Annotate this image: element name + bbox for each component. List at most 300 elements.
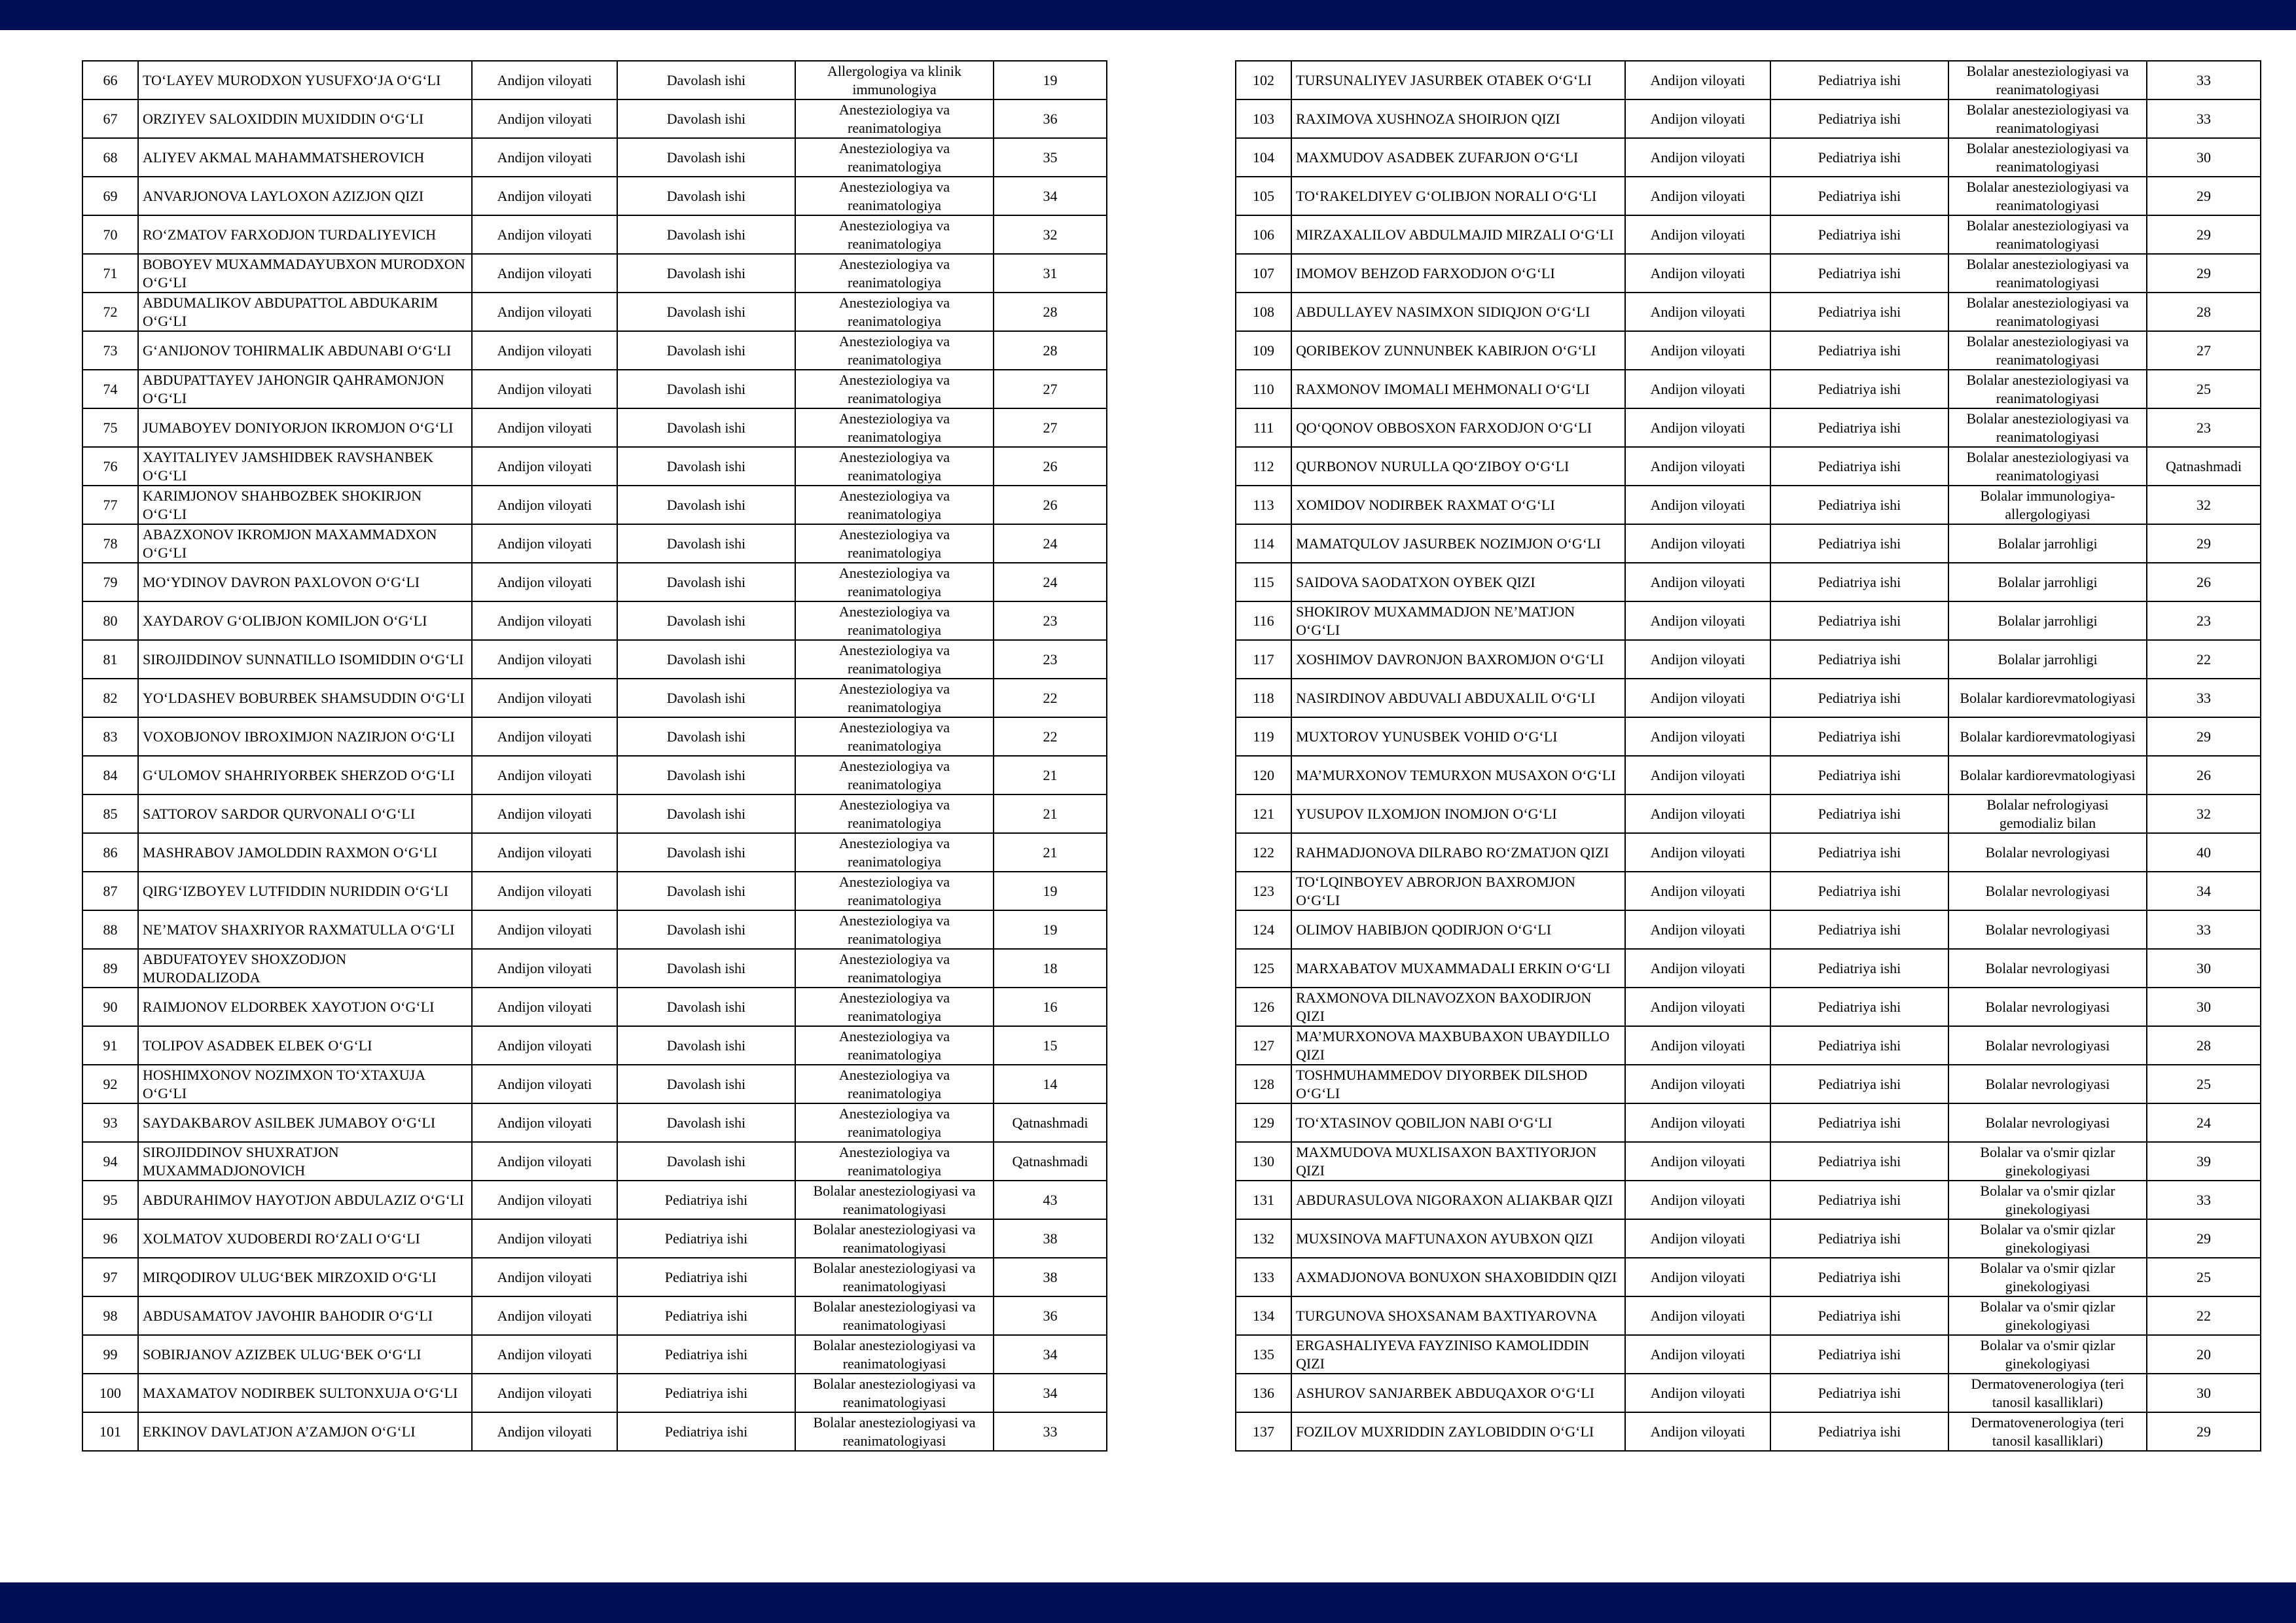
region-cell: Andijon viloyati xyxy=(1625,833,1770,872)
direction-cell: Davolash ishi xyxy=(617,486,795,524)
direction-cell: Pediatriya ishi xyxy=(1770,1335,1948,1374)
table-row xyxy=(1236,1181,2261,1219)
score-cell: 36 xyxy=(994,99,1107,138)
results-table-left-body xyxy=(82,61,1107,1451)
score-cell: 23 xyxy=(2147,408,2261,447)
score-cell: 29 xyxy=(2147,524,2261,563)
row-number-cell: 87 xyxy=(82,872,138,910)
row-number-cell: 94 xyxy=(82,1142,138,1181)
row-number-cell: 98 xyxy=(82,1296,138,1335)
score-cell: 25 xyxy=(2147,1258,2261,1296)
table-row xyxy=(1236,524,2261,563)
specialty-cell: Anesteziologiya va reanimatologiya xyxy=(795,138,994,177)
table-row xyxy=(82,293,1107,331)
row-number-cell: 96 xyxy=(82,1219,138,1258)
direction-cell: Davolash ishi xyxy=(617,717,795,756)
region-cell: Andijon viloyati xyxy=(472,988,617,1026)
direction-cell: Pediatriya ishi xyxy=(1770,756,1948,794)
region-cell: Andijon viloyati xyxy=(472,1258,617,1296)
region-cell: Andijon viloyati xyxy=(1625,1142,1770,1181)
region-cell: Andijon viloyati xyxy=(1625,99,1770,138)
direction-cell: Davolash ishi xyxy=(617,254,795,293)
table-row xyxy=(82,524,1107,563)
table-row xyxy=(1236,138,2261,177)
table-row xyxy=(1236,254,2261,293)
row-number-cell: 75 xyxy=(82,408,138,447)
region-cell: Andijon viloyati xyxy=(1625,1412,1770,1451)
specialty-cell: Bolalar jarrohligi xyxy=(1948,563,2147,601)
direction-cell: Davolash ishi xyxy=(617,988,795,1026)
table-row xyxy=(1236,1258,2261,1296)
specialty-cell: Anesteziologiya va reanimatologiya xyxy=(795,293,994,331)
table-row xyxy=(1236,177,2261,215)
specialty-cell: Bolalar kardiorevmatologiyasi xyxy=(1948,717,2147,756)
specialty-cell: Bolalar nevrologiyasi xyxy=(1948,949,2147,988)
region-cell: Andijon viloyati xyxy=(472,717,617,756)
candidate-name-cell: KARIMJONOV SHAHBOZBEK SHOKIRJON O‘G‘LI xyxy=(138,486,472,524)
score-cell: 27 xyxy=(2147,331,2261,370)
specialty-cell: Anesteziologiya va reanimatologiya xyxy=(795,370,994,408)
table-row xyxy=(82,1412,1107,1451)
score-cell: 34 xyxy=(2147,872,2261,910)
direction-cell: Pediatriya ishi xyxy=(1770,794,1948,833)
table-row xyxy=(82,370,1107,408)
specialty-cell: Bolalar va o'smir qizlar ginekologiyasi xyxy=(1948,1335,2147,1374)
candidate-name-cell: MIRZAXALILOV ABDULMAJID MIRZALI O‘G‘LI xyxy=(1291,215,1625,254)
score-cell: 39 xyxy=(2147,1142,2261,1181)
score-cell: 21 xyxy=(994,756,1107,794)
table-row xyxy=(1236,1412,2261,1451)
candidate-name-cell: QORIBEKOV ZUNNUNBEK KABIRJON O‘G‘LI xyxy=(1291,331,1625,370)
direction-cell: Pediatriya ishi xyxy=(1770,61,1948,99)
table-row xyxy=(1236,99,2261,138)
candidate-name-cell: MAMATQULOV JASURBEK NOZIMJON O‘G‘LI xyxy=(1291,524,1625,563)
specialty-cell: Bolalar nevrologiyasi xyxy=(1948,988,2147,1026)
table-row xyxy=(1236,1296,2261,1335)
candidate-name-cell: ASHUROV SANJARBEK ABDUQAXOR O‘G‘LI xyxy=(1291,1374,1625,1412)
row-number-cell: 84 xyxy=(82,756,138,794)
row-number-cell: 110 xyxy=(1236,370,1291,408)
candidate-name-cell: TO‘RAKELDIYEV G‘OLIBJON NORALI O‘G‘LI xyxy=(1291,177,1625,215)
candidate-name-cell: RAHMADJONOVA DILRABO RO‘ZMATJON QIZI xyxy=(1291,833,1625,872)
direction-cell: Pediatriya ishi xyxy=(617,1335,795,1374)
direction-cell: Davolash ishi xyxy=(617,872,795,910)
row-number-cell: 112 xyxy=(1236,447,1291,486)
row-number-cell: 103 xyxy=(1236,99,1291,138)
region-cell: Andijon viloyati xyxy=(472,254,617,293)
specialty-cell: Dermatovenerologiya (teri tanosil kasalliklari) xyxy=(1948,1412,2147,1451)
direction-cell: Pediatriya ishi xyxy=(1770,486,1948,524)
score-cell: 34 xyxy=(994,1374,1107,1412)
specialty-cell: Bolalar anesteziologiyasi va reanimatologiyasi xyxy=(795,1374,994,1412)
score-cell: 27 xyxy=(994,370,1107,408)
results-table-right xyxy=(1235,60,2261,1452)
direction-cell: Davolash ishi xyxy=(617,138,795,177)
direction-cell: Pediatriya ishi xyxy=(1770,1374,1948,1412)
candidate-name-cell: TO‘LQINBOYEV ABRORJON BAXROMJON O‘G‘LI xyxy=(1291,872,1625,910)
region-cell: Andijon viloyati xyxy=(472,833,617,872)
region-cell: Andijon viloyati xyxy=(1625,215,1770,254)
candidate-name-cell: ABDUSAMATOV JAVOHIR BAHODIR O‘G‘LI xyxy=(138,1296,472,1335)
region-cell: Andijon viloyati xyxy=(1625,331,1770,370)
direction-cell: Davolash ishi xyxy=(617,331,795,370)
region-cell: Andijon viloyati xyxy=(1625,254,1770,293)
score-cell: 19 xyxy=(994,910,1107,949)
table-row xyxy=(82,640,1107,679)
specialty-cell: Bolalar va o'smir qizlar ginekologiyasi xyxy=(1948,1181,2147,1219)
row-number-cell: 72 xyxy=(82,293,138,331)
row-number-cell: 126 xyxy=(1236,988,1291,1026)
region-cell: Andijon viloyati xyxy=(1625,1219,1770,1258)
table-row xyxy=(82,99,1107,138)
specialty-cell: Bolalar anesteziologiyasi va reanimatologiyasi xyxy=(795,1335,994,1374)
score-cell: 22 xyxy=(2147,640,2261,679)
candidate-name-cell: SATTOROV SARDOR QURVONALI O‘G‘LI xyxy=(138,794,472,833)
score-cell: 29 xyxy=(2147,254,2261,293)
specialty-cell: Anesteziologiya va reanimatologiya xyxy=(795,563,994,601)
candidate-name-cell: RAXMONOVA DILNAVOZXON BAXODIRJON QIZI xyxy=(1291,988,1625,1026)
direction-cell: Davolash ishi xyxy=(617,447,795,486)
direction-cell: Pediatriya ishi xyxy=(1770,1412,1948,1451)
region-cell: Andijon viloyati xyxy=(472,601,617,640)
region-cell: Andijon viloyati xyxy=(472,563,617,601)
score-cell: 31 xyxy=(994,254,1107,293)
row-number-cell: 93 xyxy=(82,1103,138,1142)
specialty-cell: Bolalar anesteziologiyasi va reanimatologiyasi xyxy=(1948,61,2147,99)
specialty-cell: Anesteziologiya va reanimatologiya xyxy=(795,679,994,717)
candidate-name-cell: SIROJIDDINOV SUNNATILLO ISOMIDDIN O‘G‘LI xyxy=(138,640,472,679)
candidate-name-cell: ABDURASULOVA NIGORAXON ALIAKBAR QIZI xyxy=(1291,1181,1625,1219)
direction-cell: Pediatriya ishi xyxy=(1770,370,1948,408)
region-cell: Andijon viloyati xyxy=(472,1296,617,1335)
direction-cell: Davolash ishi xyxy=(617,833,795,872)
score-cell: 23 xyxy=(994,601,1107,640)
table-row xyxy=(1236,447,2261,486)
score-cell: 40 xyxy=(2147,833,2261,872)
specialty-cell: Bolalar anesteziologiyasi va reanimatologiyasi xyxy=(1948,293,2147,331)
direction-cell: Pediatriya ishi xyxy=(1770,640,1948,679)
specialty-cell: Anesteziologiya va reanimatologiya xyxy=(795,486,994,524)
row-number-cell: 123 xyxy=(1236,872,1291,910)
specialty-cell: Anesteziologiya va reanimatologiya xyxy=(795,331,994,370)
table-row xyxy=(1236,1374,2261,1412)
bottom-banner xyxy=(0,1582,2296,1623)
candidate-name-cell: SHOKIROV MUXAMMADJON NE’MATJON O‘G‘LI xyxy=(1291,601,1625,640)
candidate-name-cell: TOLIPOV ASADBEK ELBEK O‘G‘LI xyxy=(138,1026,472,1065)
score-cell: 33 xyxy=(2147,679,2261,717)
specialty-cell: Bolalar anesteziologiyasi va reanimatologiyasi xyxy=(1948,370,2147,408)
specialty-cell: Bolalar anesteziologiyasi va reanimatologiyasi xyxy=(795,1181,994,1219)
specialty-cell: Allergologiya va klinik immunologiya xyxy=(795,61,994,99)
score-cell: 28 xyxy=(2147,293,2261,331)
direction-cell: Pediatriya ishi xyxy=(1770,215,1948,254)
direction-cell: Pediatriya ishi xyxy=(1770,447,1948,486)
table-row xyxy=(1236,563,2261,601)
region-cell: Andijon viloyati xyxy=(1625,988,1770,1026)
region-cell: Andijon viloyati xyxy=(1625,293,1770,331)
table-row xyxy=(82,1374,1107,1412)
table-row xyxy=(1236,1219,2261,1258)
candidate-name-cell: XAYITALIYEV JAMSHIDBEK RAVSHANBEK O‘G‘LI xyxy=(138,447,472,486)
specialty-cell: Bolalar immunologiya-allergologiyasi xyxy=(1948,486,2147,524)
region-cell: Andijon viloyati xyxy=(1625,756,1770,794)
direction-cell: Pediatriya ishi xyxy=(1770,872,1948,910)
row-number-cell: 105 xyxy=(1236,177,1291,215)
score-cell: 21 xyxy=(994,833,1107,872)
direction-cell: Davolash ishi xyxy=(617,215,795,254)
score-cell: 33 xyxy=(2147,61,2261,99)
candidate-name-cell: MASHRABOV JAMOLDDIN RAXMON O‘G‘LI xyxy=(138,833,472,872)
region-cell: Andijon viloyati xyxy=(1625,138,1770,177)
specialty-cell: Bolalar nevrologiyasi xyxy=(1948,910,2147,949)
candidate-name-cell: XOSHIMOV DAVRONJON BAXROMJON O‘G‘LI xyxy=(1291,640,1625,679)
candidate-name-cell: SOBIRJANOV AZIZBEK ULUG‘BEK O‘G‘LI xyxy=(138,1335,472,1374)
table-row xyxy=(82,1065,1107,1103)
direction-cell: Pediatriya ishi xyxy=(1770,1103,1948,1142)
table-row xyxy=(1236,679,2261,717)
candidate-name-cell: ORZIYEV SALOXIDDIN MUXIDDIN O‘G‘LI xyxy=(138,99,472,138)
row-number-cell: 97 xyxy=(82,1258,138,1296)
direction-cell: Pediatriya ishi xyxy=(617,1181,795,1219)
candidate-name-cell: YO‘LDASHEV BOBURBEK SHAMSUDDIN O‘G‘LI xyxy=(138,679,472,717)
score-cell: 34 xyxy=(994,1335,1107,1374)
candidate-name-cell: G‘ANIJONOV TOHIRMALIK ABDUNABI O‘G‘LI xyxy=(138,331,472,370)
specialty-cell: Bolalar anesteziologiyasi va reanimatologiyasi xyxy=(1948,215,2147,254)
candidate-name-cell: ABDULLAYEV NASIMXON SIDIQJON O‘G‘LI xyxy=(1291,293,1625,331)
table-row xyxy=(1236,1103,2261,1142)
table-row xyxy=(82,1103,1107,1142)
score-cell: 14 xyxy=(994,1065,1107,1103)
row-number-cell: 124 xyxy=(1236,910,1291,949)
region-cell: Andijon viloyati xyxy=(1625,679,1770,717)
region-cell: Andijon viloyati xyxy=(1625,601,1770,640)
specialty-cell: Anesteziologiya va reanimatologiya xyxy=(795,601,994,640)
direction-cell: Pediatriya ishi xyxy=(617,1374,795,1412)
score-cell: Qatnashmadi xyxy=(994,1103,1107,1142)
score-cell: 33 xyxy=(2147,910,2261,949)
score-cell: 28 xyxy=(994,293,1107,331)
specialty-cell: Anesteziologiya va reanimatologiya xyxy=(795,1065,994,1103)
row-number-cell: 125 xyxy=(1236,949,1291,988)
region-cell: Andijon viloyati xyxy=(1625,717,1770,756)
table-row xyxy=(82,177,1107,215)
candidate-name-cell: ERGASHALIYEVA FAYZINISO KAMOLIDDIN QIZI xyxy=(1291,1335,1625,1374)
row-number-cell: 101 xyxy=(82,1412,138,1451)
direction-cell: Pediatriya ishi xyxy=(1770,910,1948,949)
row-number-cell: 121 xyxy=(1236,794,1291,833)
table-row xyxy=(82,1296,1107,1335)
region-cell: Andijon viloyati xyxy=(1625,640,1770,679)
candidate-name-cell: HOSHIMXONOV NOZIMXON TO‘XTAXUJA O‘G‘LI xyxy=(138,1065,472,1103)
specialty-cell: Bolalar anesteziologiyasi va reanimatologiyasi xyxy=(1948,331,2147,370)
region-cell: Andijon viloyati xyxy=(472,293,617,331)
specialty-cell: Bolalar nevrologiyasi xyxy=(1948,872,2147,910)
score-cell: 22 xyxy=(994,717,1107,756)
region-cell: Andijon viloyati xyxy=(472,331,617,370)
score-cell: 24 xyxy=(994,563,1107,601)
candidate-name-cell: ABDURAHIMOV HAYOTJON ABDULAZIZ O‘G‘LI xyxy=(138,1181,472,1219)
specialty-cell: Bolalar anesteziologiyasi va reanimatologiyasi xyxy=(1948,408,2147,447)
direction-cell: Davolash ishi xyxy=(617,1026,795,1065)
score-cell: 29 xyxy=(2147,177,2261,215)
row-number-cell: 136 xyxy=(1236,1374,1291,1412)
score-cell: 38 xyxy=(994,1258,1107,1296)
table-row xyxy=(1236,833,2261,872)
direction-cell: Davolash ishi xyxy=(617,177,795,215)
row-number-cell: 135 xyxy=(1236,1335,1291,1374)
region-cell: Andijon viloyati xyxy=(472,408,617,447)
score-cell: 22 xyxy=(2147,1296,2261,1335)
region-cell: Andijon viloyati xyxy=(1625,524,1770,563)
score-cell: 29 xyxy=(2147,1219,2261,1258)
row-number-cell: 91 xyxy=(82,1026,138,1065)
direction-cell: Davolash ishi xyxy=(617,408,795,447)
candidate-name-cell: G‘ULOMOV SHAHRIYORBEK SHERZOD O‘G‘LI xyxy=(138,756,472,794)
specialty-cell: Bolalar va o'smir qizlar ginekologiyasi xyxy=(1948,1296,2147,1335)
region-cell: Andijon viloyati xyxy=(1625,370,1770,408)
score-cell: Qatnashmadi xyxy=(994,1142,1107,1181)
row-number-cell: 132 xyxy=(1236,1219,1291,1258)
score-cell: 30 xyxy=(2147,949,2261,988)
direction-cell: Pediatriya ishi xyxy=(1770,601,1948,640)
row-number-cell: 117 xyxy=(1236,640,1291,679)
direction-cell: Pediatriya ishi xyxy=(1770,293,1948,331)
row-number-cell: 128 xyxy=(1236,1065,1291,1103)
row-number-cell: 78 xyxy=(82,524,138,563)
direction-cell: Pediatriya ishi xyxy=(617,1258,795,1296)
direction-cell: Pediatriya ishi xyxy=(1770,1219,1948,1258)
direction-cell: Pediatriya ishi xyxy=(1770,563,1948,601)
candidate-name-cell: MA’MURXONOVA MAXBUBAXON UBAYDILLO QIZI xyxy=(1291,1026,1625,1065)
specialty-cell: Anesteziologiya va reanimatologiya xyxy=(795,177,994,215)
candidate-name-cell: XOMIDOV NODIRBEK RAXMAT O‘G‘LI xyxy=(1291,486,1625,524)
candidate-name-cell: TURGUNOVA SHOXSANAM BAXTIYAROVNA xyxy=(1291,1296,1625,1335)
region-cell: Andijon viloyati xyxy=(472,177,617,215)
specialty-cell: Anesteziologiya va reanimatologiya xyxy=(795,447,994,486)
specialty-cell: Anesteziologiya va reanimatologiya xyxy=(795,524,994,563)
table-row xyxy=(82,61,1107,99)
score-cell: 19 xyxy=(994,61,1107,99)
row-number-cell: 74 xyxy=(82,370,138,408)
candidate-name-cell: VOXOBJONOV IBROXIMJON NAZIRJON O‘G‘LI xyxy=(138,717,472,756)
score-cell: 38 xyxy=(994,1219,1107,1258)
table-row xyxy=(82,949,1107,988)
candidate-name-cell: ERKINOV DAVLATJON A’ZAMJON O‘G‘LI xyxy=(138,1412,472,1451)
top-banner xyxy=(0,0,2296,30)
table-row xyxy=(82,138,1107,177)
specialty-cell: Anesteziologiya va reanimatologiya xyxy=(795,99,994,138)
direction-cell: Davolash ishi xyxy=(617,293,795,331)
specialty-cell: Anesteziologiya va reanimatologiya xyxy=(795,640,994,679)
score-cell: 26 xyxy=(2147,756,2261,794)
row-number-cell: 90 xyxy=(82,988,138,1026)
candidate-name-cell: AXMADJONOVA BONUXON SHAXOBIDDIN QIZI xyxy=(1291,1258,1625,1296)
row-number-cell: 69 xyxy=(82,177,138,215)
row-number-cell: 133 xyxy=(1236,1258,1291,1296)
region-cell: Andijon viloyati xyxy=(1625,1026,1770,1065)
table-row xyxy=(1236,910,2261,949)
table-row xyxy=(1236,61,2261,99)
score-cell: 33 xyxy=(994,1412,1107,1451)
specialty-cell: Anesteziologiya va reanimatologiya xyxy=(795,254,994,293)
score-cell: 32 xyxy=(2147,486,2261,524)
score-cell: 32 xyxy=(994,215,1107,254)
region-cell: Andijon viloyati xyxy=(1625,447,1770,486)
row-number-cell: 120 xyxy=(1236,756,1291,794)
specialty-cell: Bolalar anesteziologiyasi va reanimatologiyasi xyxy=(1948,99,2147,138)
candidate-name-cell: TURSUNALIYEV JASURBEK OTABEK O‘G‘LI xyxy=(1291,61,1625,99)
region-cell: Andijon viloyati xyxy=(1625,1181,1770,1219)
direction-cell: Pediatriya ishi xyxy=(1770,177,1948,215)
specialty-cell: Bolalar va o'smir qizlar ginekologiyasi xyxy=(1948,1142,2147,1181)
region-cell: Andijon viloyati xyxy=(472,872,617,910)
specialty-cell: Bolalar anesteziologiyasi va reanimatologiyasi xyxy=(795,1258,994,1296)
region-cell: Andijon viloyati xyxy=(472,486,617,524)
score-cell: 23 xyxy=(2147,601,2261,640)
candidate-name-cell: MAXMUDOVA MUXLISAXON BAXTIYORJON QIZI xyxy=(1291,1142,1625,1181)
region-cell: Andijon viloyati xyxy=(472,1412,617,1451)
direction-cell: Davolash ishi xyxy=(617,1065,795,1103)
direction-cell: Davolash ishi xyxy=(617,61,795,99)
candidate-name-cell: XOLMATOV XUDOBERDI RO‘ZALI O‘G‘LI xyxy=(138,1219,472,1258)
table-row xyxy=(82,254,1107,293)
specialty-cell: Bolalar nevrologiyasi xyxy=(1948,1026,2147,1065)
table-row xyxy=(82,1219,1107,1258)
candidate-name-cell: ABDUFATOYEV SHOXZODJON MURODALIZODA xyxy=(138,949,472,988)
direction-cell: Pediatriya ishi xyxy=(1770,1142,1948,1181)
specialty-cell: Bolalar anesteziologiyasi va reanimatologiyasi xyxy=(795,1296,994,1335)
region-cell: Andijon viloyati xyxy=(472,524,617,563)
table-row xyxy=(1236,988,2261,1026)
region-cell: Andijon viloyati xyxy=(1625,408,1770,447)
specialty-cell: Bolalar nefrologiyasi gemodializ bilan xyxy=(1948,794,2147,833)
direction-cell: Davolash ishi xyxy=(617,640,795,679)
direction-cell: Pediatriya ishi xyxy=(1770,254,1948,293)
row-number-cell: 70 xyxy=(82,215,138,254)
row-number-cell: 134 xyxy=(1236,1296,1291,1335)
candidate-name-cell: MUXSINOVA MAFTUNAXON AYUBXON QIZI xyxy=(1291,1219,1625,1258)
candidate-name-cell: JUMABOYEV DONIYORJON IKROMJON O‘G‘LI xyxy=(138,408,472,447)
direction-cell: Davolash ishi xyxy=(617,524,795,563)
score-cell: 34 xyxy=(994,177,1107,215)
row-number-cell: 79 xyxy=(82,563,138,601)
row-number-cell: 115 xyxy=(1236,563,1291,601)
score-cell: 30 xyxy=(2147,988,2261,1026)
score-cell: 28 xyxy=(2147,1026,2261,1065)
region-cell: Andijon viloyati xyxy=(1625,872,1770,910)
specialty-cell: Bolalar anesteziologiyasi va reanimatologiyasi xyxy=(1948,447,2147,486)
region-cell: Andijon viloyati xyxy=(472,1103,617,1142)
table-row xyxy=(82,679,1107,717)
row-number-cell: 92 xyxy=(82,1065,138,1103)
region-cell: Andijon viloyati xyxy=(472,640,617,679)
score-cell: 28 xyxy=(994,331,1107,370)
table-row xyxy=(1236,1026,2261,1065)
direction-cell: Pediatriya ishi xyxy=(617,1296,795,1335)
row-number-cell: 89 xyxy=(82,949,138,988)
direction-cell: Pediatriya ishi xyxy=(1770,331,1948,370)
score-cell: 22 xyxy=(994,679,1107,717)
score-cell: 15 xyxy=(994,1026,1107,1065)
table-row xyxy=(82,215,1107,254)
row-number-cell: 99 xyxy=(82,1335,138,1374)
score-cell: 26 xyxy=(994,486,1107,524)
score-cell: 16 xyxy=(994,988,1107,1026)
score-cell: 30 xyxy=(2147,1374,2261,1412)
direction-cell: Pediatriya ishi xyxy=(617,1412,795,1451)
table-row xyxy=(1236,408,2261,447)
region-cell: Andijon viloyati xyxy=(1625,61,1770,99)
